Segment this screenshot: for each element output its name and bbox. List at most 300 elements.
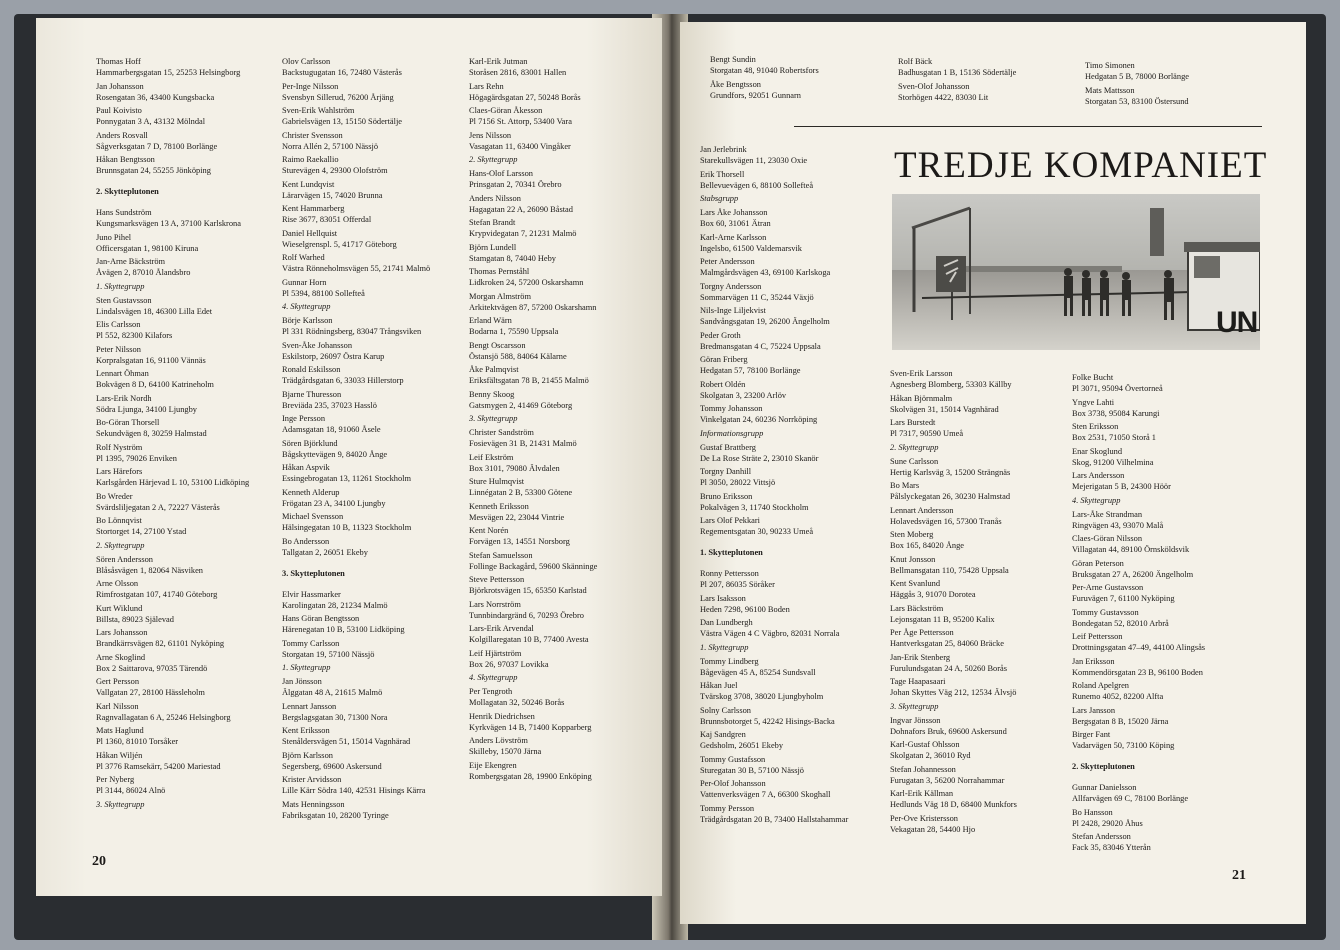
- person-address: Karolingatan 28, 21234 Malmö: [282, 600, 388, 610]
- person-name: Hans Sundström: [96, 208, 152, 217]
- person-address: Pl 3144, 86024 Alnö: [96, 786, 166, 795]
- person-name: Lars Johansson: [96, 628, 148, 637]
- person-name: Sören Andersson: [96, 554, 153, 564]
- person-address: Starekullsvägen 11, 23030 Oxie: [700, 156, 808, 165]
- group-heading: 3. Skyttegrupp: [469, 414, 518, 423]
- person-address: Skog, 91200 Vilhelmina: [1072, 457, 1154, 467]
- directory-entry: [282, 676, 430, 698]
- person-address: Eriksfältsgatan 78 B, 21455 Malmö: [469, 376, 589, 385]
- person-address: Furugatan 3, 56200 Norrahammar: [890, 775, 1005, 785]
- person-address: Stenåldersvägen 51, 15014 Vagnhärad: [282, 737, 411, 746]
- person-address: Essingebrogatan 13, 11261 Stockholm: [282, 474, 412, 483]
- person-address: Bergslagsgatan 30, 71300 Nora: [282, 712, 388, 722]
- directory-entry: [890, 554, 1017, 576]
- directory-entry: [710, 79, 819, 101]
- directory-entry: [1072, 533, 1205, 555]
- directory-entry: [96, 491, 249, 513]
- person-address: Pl 1395, 79026 Enviken: [96, 453, 177, 463]
- directory-entry: [282, 315, 430, 337]
- person-name: Jan-Arne Bäckström: [96, 257, 166, 266]
- person-name: Elvir Hassmarker: [282, 589, 341, 599]
- person-name: Leif Hjärtström: [469, 648, 522, 658]
- directory-entry: [469, 56, 597, 78]
- directory-entry: [1072, 831, 1205, 853]
- person-name: Raimo Raekallio: [282, 155, 339, 164]
- person-name: Paul Koivisto: [96, 106, 142, 115]
- directory-entry: [469, 452, 597, 474]
- group-heading: Stabsgrupp: [700, 194, 739, 203]
- directory-entry: [282, 589, 430, 611]
- directory-entry: [469, 217, 597, 239]
- directory-entry: [282, 774, 430, 796]
- directory-entry: [96, 256, 249, 278]
- person-address: Bredmansgatan 4 C, 75224 Uppsala: [700, 341, 821, 351]
- person-name: Sten Moberg: [890, 530, 934, 539]
- person-name: Bruno Eriksson: [700, 491, 753, 501]
- person-name: Kaj Sandgren: [700, 730, 746, 739]
- person-address: Vekagatan 28, 54400 Hjo: [890, 824, 976, 834]
- person-name: Gert Persson: [96, 677, 140, 686]
- directory-entry: [469, 525, 597, 547]
- person-name: Ronald Eskilsson: [282, 365, 341, 374]
- person-address: Skilleby, 15070 Järna: [469, 747, 542, 756]
- person-name: Bo Hansson: [1072, 807, 1113, 817]
- person-name: Jens Nilsson: [469, 130, 512, 140]
- person-name: Sten Gustavsson: [96, 295, 152, 305]
- directory-entry: [469, 364, 597, 386]
- person-name: Göran Friberg: [700, 355, 748, 364]
- right-top-column-2: [898, 56, 1016, 105]
- person-address: Johan Skyttes Väg 212, 12534 Älvsjö: [890, 688, 1017, 697]
- person-address: Gabrielsvägen 13, 15150 Södertälje: [282, 117, 403, 126]
- group-heading: 3. Skyttegrupp: [96, 799, 145, 809]
- directory-entry: [469, 501, 597, 523]
- directory-entry: [469, 130, 597, 152]
- person-address: Rise 3677, 83051 Offerdal: [282, 215, 372, 224]
- person-address: Badhusgatan 1 B, 15136 Södertälje: [898, 68, 1017, 77]
- person-name: Anders Rosvall: [96, 130, 148, 140]
- person-address: Villagatan 44, 89100 Örnsköldsvik: [1072, 545, 1190, 554]
- right-column-1: [700, 144, 848, 827]
- person-address: Storgatan 48, 91040 Robertsfors: [710, 66, 819, 75]
- person-address: Malmgårdsvägen 43, 69100 Karlskoga: [700, 268, 831, 277]
- person-address: Rombergsgatan 28, 19900 Enköping: [469, 771, 592, 781]
- person-address: Pl 7156 St. Attorp, 53400 Vara: [469, 117, 572, 126]
- person-address: Grundfors, 92051 Gunnarn: [710, 90, 801, 100]
- person-address: Vinkelgatan 24, 60236 Norrköping: [700, 415, 818, 424]
- directory-entry: [700, 207, 848, 229]
- person-address: Hälsingegatan 10 B, 11323 Stockholm: [282, 523, 412, 532]
- person-name: Henrik Diedrichsen: [469, 711, 535, 721]
- directory-entry: [890, 813, 1017, 835]
- person-address: Tallgatan 2, 26051 Ekeby: [282, 547, 368, 557]
- directory-entry: [96, 627, 249, 649]
- directory-entry: [700, 403, 848, 425]
- person-address: Breviäda 235, 37023 Hasslö: [282, 400, 377, 410]
- directory-entry: [282, 462, 430, 484]
- person-address: Karlsgården Härjevad L 10, 53100 Lidköping: [96, 478, 250, 487]
- person-name: Rolf Bäck: [898, 57, 933, 66]
- person-address: Hedgatan 5 B, 78000 Borlänge: [1085, 72, 1189, 81]
- person-name: Stefan Johannesson: [890, 764, 956, 774]
- directory-entry: [700, 379, 848, 401]
- person-name: Lennart Andersson: [890, 505, 954, 515]
- directory-entry: [890, 505, 1017, 527]
- person-name: Anders Lövström: [469, 736, 528, 745]
- person-address: Bruksgatan 27 A, 26200 Ängelholm: [1072, 569, 1194, 579]
- person-address: Agnesberg Blomberg, 53303 Källby: [890, 380, 1012, 389]
- directory-entry: [700, 568, 848, 590]
- person-address: Kolgillaregatan 10 B, 77400 Avesta: [469, 635, 589, 644]
- page-number-right: 21: [1232, 868, 1246, 883]
- person-name: Lars-Åke Strandman: [1072, 509, 1143, 519]
- person-address: Fosievägen 31 B, 21431 Malmö: [469, 439, 577, 448]
- person-address: Södra Ljunga, 34100 Ljungby: [96, 404, 197, 414]
- person-name: Sture Hulmqvist: [469, 477, 525, 486]
- directory-entry: [282, 179, 430, 201]
- person-name: Tommy Lindberg: [700, 656, 759, 666]
- directory-entry: [469, 760, 597, 782]
- directory-entry: [469, 735, 597, 757]
- person-name: Bo Wreder: [96, 491, 133, 501]
- directory-entry: [282, 56, 430, 78]
- directory-entry: [282, 154, 430, 176]
- person-name: Lars Burstedt: [890, 418, 936, 427]
- person-address: Billsta, 89023 Själevad: [96, 614, 174, 624]
- directory-entry: [700, 169, 848, 191]
- person-name: Håkan Bengtsson: [96, 155, 155, 164]
- person-address: Älggatan 48 A, 21615 Malmö: [282, 688, 383, 697]
- person-name: Erland Wärn: [469, 316, 512, 325]
- directory-entry: [1072, 607, 1205, 629]
- directory-entry: [710, 54, 819, 76]
- directory-entry: [700, 491, 848, 513]
- person-address: Box 2 Saittarova, 97035 Tärendö: [96, 663, 208, 673]
- directory-entry: [469, 291, 597, 313]
- person-name: Per-Arne Gustavsson: [1072, 583, 1144, 592]
- directory-entry: [282, 389, 430, 411]
- person-address: Storgatan 19, 57100 Nässjö: [282, 649, 375, 659]
- directory-entry: [890, 676, 1017, 698]
- person-name: Lars Rehn: [469, 81, 504, 91]
- person-address: Hagagatan 22 A, 26090 Båstad: [469, 204, 573, 214]
- person-address: Adamsgatan 18, 91060 Åsele: [282, 425, 381, 434]
- person-address: Officersgatan 1, 98100 Kiruna: [96, 243, 199, 253]
- directory-entry: [700, 354, 848, 376]
- person-address: Segersberg, 69600 Askersund: [282, 761, 382, 771]
- person-address: Bellevuevägen 6, 88100 Sollefteå: [700, 180, 814, 190]
- directory-entry: [96, 701, 249, 723]
- person-name: Stefan Brandt: [469, 218, 516, 227]
- person-address: Runemo 4052, 82200 Alfta: [1072, 692, 1164, 701]
- person-name: Leif Ekström: [469, 452, 514, 462]
- group-heading: Informationsgrupp: [700, 428, 764, 438]
- directory-entry: [1072, 631, 1205, 653]
- person-address: Svärdsliljegatan 2 A, 72227 Västerås: [96, 502, 220, 512]
- person-name: Björn Lundell: [469, 242, 517, 252]
- directory-entry: [700, 803, 848, 825]
- person-name: Karl Nilsson: [96, 701, 139, 711]
- person-name: Per-Inge Nilsson: [282, 81, 339, 91]
- person-address: Box 165, 84020 Ånge: [890, 541, 964, 550]
- person-address: Wieselgrenspl. 5, 41717 Göteborg: [282, 239, 397, 249]
- directory-entry: [1072, 509, 1205, 531]
- person-address: Pl 3050, 28022 Vittsjö: [700, 478, 776, 487]
- directory-entry: [700, 754, 848, 776]
- person-name: Stefan Samuelsson: [469, 550, 533, 560]
- directory-entry: [96, 56, 249, 78]
- person-name: Kent Norén: [469, 526, 509, 535]
- person-address: Lille Kärr Södra 140, 42531 Hisings Kärra: [282, 786, 426, 795]
- group-heading: 4. Skyttegrupp: [282, 302, 331, 311]
- directory-entry: [469, 476, 597, 498]
- group-heading: 1. Skyttegrupp: [700, 642, 749, 652]
- person-name: Lennart Jansson: [282, 701, 337, 711]
- person-address: Svensbyn Sillerud, 76200 Årjäng: [282, 92, 394, 102]
- person-name: Timo Simonen: [1085, 61, 1135, 70]
- person-name: Kurt Wiklund: [96, 603, 143, 613]
- directory-entry: [469, 81, 597, 103]
- person-address: Kyrkvägen 14 B, 71400 Kopparberg: [469, 722, 592, 732]
- person-name: Bo Andersson: [282, 536, 330, 546]
- directory-entry: [282, 638, 430, 660]
- person-name: Stefan Andersson: [1072, 832, 1131, 841]
- person-name: Yngve Lahti: [1072, 397, 1115, 407]
- person-name: Tommy Gustavsson: [1072, 607, 1139, 617]
- person-address: Sekundvägen 8, 30259 Halmstad: [96, 429, 207, 438]
- directory-entry: [469, 648, 597, 670]
- person-name: Lars Jansson: [1072, 705, 1116, 715]
- person-name: Per Nyberg: [96, 775, 135, 784]
- person-address: Sturegatan 30 B, 57100 Nässjö: [700, 765, 804, 775]
- directory-entry: [1072, 397, 1205, 419]
- person-name: Per Åge Pettersson: [890, 628, 954, 637]
- person-address: Rosengatan 36, 43400 Kungsbacka: [96, 92, 215, 102]
- directory-entry: [282, 750, 430, 772]
- directory-entry: [96, 295, 249, 317]
- person-address: Eskilstorp, 26097 Östra Karup: [282, 351, 385, 361]
- person-name: Bo Lönnqvist: [96, 516, 142, 525]
- person-address: Bokvägen 8 D, 64100 Katrineholm: [96, 380, 214, 389]
- directory-entry: [700, 656, 848, 678]
- person-name: Torgny Andersson: [700, 281, 762, 291]
- person-name: Arne Skoglind: [96, 652, 146, 662]
- person-name: Hans-Olof Larsson: [469, 169, 533, 178]
- person-name: Ronny Pettersson: [700, 569, 759, 578]
- person-address: Fabriksgatan 10, 28200 Tyringe: [282, 810, 389, 820]
- person-name: Lars Isaksson: [700, 593, 746, 603]
- person-address: Pl 2428, 29020 Åhus: [1072, 818, 1143, 828]
- person-address: Åvägen 2, 87010 Ålandsbro: [96, 268, 191, 277]
- person-address: Brunnsgatan 24, 55255 Jönköping: [96, 166, 211, 175]
- person-address: Björkrotsvägen 15, 65350 Karlstad: [469, 586, 587, 595]
- directory-entry: [96, 105, 249, 127]
- person-address: Linnégatan 2 B, 53300 Götene: [469, 488, 573, 497]
- directory-entry: [96, 652, 249, 674]
- left-column-1: [96, 56, 249, 813]
- person-name: Per-Olof Johansson: [700, 779, 766, 788]
- right-column-3: [1072, 372, 1205, 856]
- person-address: Gatsmygen 2, 41469 Göteborg: [469, 400, 573, 410]
- directory-entry: [469, 550, 597, 572]
- person-name: Tommy Gustafsson: [700, 754, 766, 764]
- person-name: Claes-Göran Nilsson: [1072, 534, 1143, 543]
- directory-entry: [890, 417, 1017, 439]
- directory-entry: [469, 574, 597, 596]
- person-name: Anders Nilsson: [469, 193, 521, 203]
- person-address: Box 60, 31061 Ätran: [700, 219, 771, 228]
- directory-entry: [96, 578, 249, 600]
- left-page: [36, 18, 662, 896]
- group-heading: 2. Skyttegrupp: [96, 540, 145, 550]
- section-heading: 1. Skytteplutonen: [700, 548, 763, 557]
- person-address: Storåsen 2816, 83001 Hallen: [469, 68, 567, 77]
- person-name: Jan Jönsson: [282, 677, 322, 686]
- directory-entry: [469, 686, 597, 708]
- person-address: Drottningsgatan 47–49, 44100 Alingsås: [1072, 643, 1206, 652]
- person-name: Ingvar Jönsson: [890, 715, 941, 725]
- person-name: Krister Arvidsson: [282, 775, 342, 784]
- person-name: Lars Bäckström: [890, 603, 944, 613]
- person-name: Eije Ekengren: [469, 760, 517, 770]
- directory-entry: [890, 739, 1017, 761]
- person-address: Lindalsvägen 18, 46300 Lilla Edet: [96, 306, 213, 316]
- person-name: Bjarne Thuresson: [282, 389, 342, 399]
- directory-entry: [469, 266, 597, 288]
- person-address: Brandkärrsvägen 82, 61101 Nyköping: [96, 639, 225, 648]
- directory-entry: [469, 389, 597, 411]
- person-name: Peter Nilsson: [96, 344, 141, 354]
- photo-image: [892, 194, 1260, 350]
- person-address: Pl 5394, 88100 Sollefteå: [282, 288, 365, 298]
- person-name: Roland Apelgren: [1072, 681, 1129, 690]
- person-address: Krypvidegatan 7, 21231 Malmö: [469, 229, 577, 238]
- person-name: Tommy Carlsson: [282, 638, 340, 648]
- directory-entry: [96, 154, 249, 176]
- group-heading: 3. Skyttegrupp: [890, 701, 939, 711]
- person-address: Storgatan 53, 83100 Östersund: [1085, 96, 1189, 106]
- directory-entry: [96, 207, 249, 229]
- person-name: Lars Andersson: [1072, 471, 1125, 480]
- person-address: Hedgatan 57, 78100 Borlänge: [700, 366, 801, 375]
- person-name: Gustaf Brattberg: [700, 442, 756, 452]
- directory-entry: [890, 578, 1017, 600]
- un-sign-text: UN: [1216, 306, 1258, 339]
- person-name: Rolf Warhed: [282, 253, 325, 262]
- directory-entry: [700, 515, 848, 537]
- person-name: Sven-Olof Johansson: [898, 81, 970, 91]
- person-name: Robert Oldén: [700, 379, 746, 389]
- person-address: Norra Allén 2, 57100 Nässjö: [282, 141, 379, 151]
- directory-entry: [96, 368, 249, 390]
- person-address: Furulundsgatan 24 A, 50260 Borås: [890, 663, 1008, 673]
- directory-entry: [96, 466, 249, 488]
- directory-entry: [282, 277, 430, 299]
- directory-entry: [890, 480, 1017, 502]
- directory-entry: [700, 593, 848, 615]
- person-name: Åke Bengtsson: [710, 79, 761, 89]
- directory-entry: [469, 168, 597, 190]
- person-name: Lars-Erik Nordh: [96, 393, 152, 403]
- person-address: Pl 7317, 90590 Umeå: [890, 429, 964, 438]
- directory-entry: [700, 330, 848, 352]
- directory-entry: [1072, 446, 1205, 468]
- person-name: Thomas Hoff: [96, 57, 141, 66]
- person-address: Hertig Karlsväg 3, 15200 Strängnäs: [890, 467, 1011, 477]
- directory-entry: [96, 750, 249, 772]
- person-address: Sturevägen 4, 29300 Olofström: [282, 166, 388, 175]
- directory-entry: [96, 81, 249, 103]
- person-address: Holavedsvägen 16, 57300 Tranås: [890, 516, 1002, 526]
- person-address: Vattenverksvägen 7 A, 66300 Skoghall: [700, 790, 831, 799]
- header-rule: [794, 126, 1262, 127]
- person-address: Prinsgatan 2, 70341 Örebro: [469, 180, 562, 189]
- right-column-2: [890, 368, 1017, 837]
- directory-entry: [1072, 656, 1205, 678]
- directory-entry: [1072, 705, 1205, 727]
- person-name: Christer Sandström: [469, 428, 534, 437]
- directory-entry: [890, 715, 1017, 737]
- directory-entry: [469, 340, 597, 362]
- directory-entry: [282, 487, 430, 509]
- person-address: Ingelsbo, 61500 Valdemarsvik: [700, 243, 802, 253]
- person-name: Bo-Göran Thorsell: [96, 418, 160, 427]
- person-address: Frögatan 23 A, 34100 Ljungby: [282, 498, 386, 508]
- person-name: Thomas Pernståhl: [469, 267, 530, 276]
- person-name: Bengt Sundin: [710, 55, 756, 64]
- directory-entry: [700, 705, 848, 727]
- person-name: Mats Mattsson: [1085, 85, 1135, 95]
- section-heading: 3. Skytteplutonen: [282, 568, 345, 578]
- person-address: Pl 552, 82300 Kilafors: [96, 331, 173, 340]
- page-title: TREDJE KOMPANIET: [894, 145, 1268, 186]
- directory-entry: [282, 130, 430, 152]
- person-address: Regementsgatan 30, 90233 Umeå: [700, 527, 814, 536]
- person-name: Jan-Erik Stenberg: [890, 652, 951, 662]
- person-address: Bodarna 1, 75590 Uppsala: [469, 327, 559, 336]
- person-name: Michael Svensson: [282, 512, 344, 521]
- directory-entry: [890, 652, 1017, 674]
- person-name: Claes-Göran Åkesson: [469, 106, 543, 115]
- group-heading: 2. Skyttegrupp: [469, 155, 518, 164]
- person-name: Sune Carlsson: [890, 456, 939, 466]
- person-name: Lars Norrström: [469, 599, 521, 609]
- directory-entry: [700, 281, 848, 303]
- directory-entry: [282, 105, 430, 127]
- person-address: Sommarvägen 11 C, 35244 Växjö: [700, 292, 814, 302]
- directory-entry: [700, 729, 848, 751]
- person-address: Ringvägen 43, 93070 Malå: [1072, 520, 1164, 530]
- directory-entry: [282, 725, 430, 747]
- person-address: Mollagatan 32, 50246 Borås: [469, 698, 565, 707]
- directory-entry: [282, 252, 430, 274]
- directory-entry: [700, 466, 848, 488]
- directory-entry: [890, 529, 1017, 551]
- person-address: Rimfrostgatan 107, 41740 Göteborg: [96, 590, 218, 599]
- person-name: Nils-Inge Liljekvist: [700, 306, 766, 315]
- person-address: Hedlunds Väg 18 D, 68400 Munkfors: [890, 800, 1017, 809]
- directory-entry: [282, 340, 430, 362]
- person-address: Västra Vägen 4 C Vägbro, 82031 Norrala: [700, 629, 840, 638]
- directory-entry: [890, 788, 1017, 810]
- person-name: Tommy Persson: [700, 803, 755, 813]
- person-name: Björn Karlsson: [282, 750, 333, 760]
- person-address: Backstugugatan 16, 72480 Västerås: [282, 68, 402, 77]
- directory-entry: [700, 680, 848, 702]
- person-name: Kent Hammarberg: [282, 204, 345, 213]
- directory-entry: [1072, 421, 1205, 443]
- person-address: Bellmansgatan 110, 75428 Uppsala: [890, 565, 1009, 575]
